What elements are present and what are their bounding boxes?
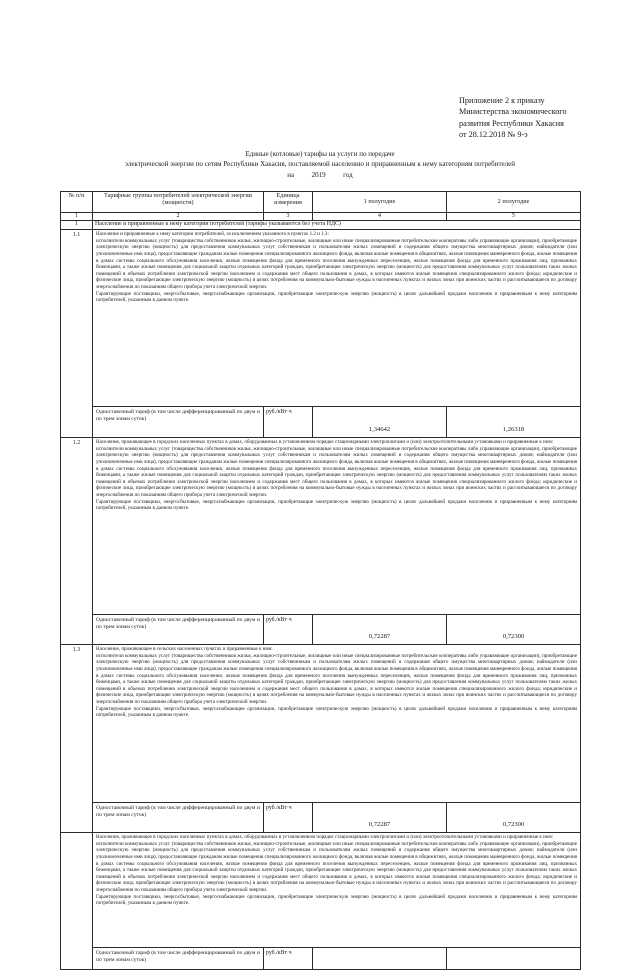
- section-number: 1: [61, 221, 93, 230]
- section-title: Население и приравненные к нему категории потребителей (тарифы указываются без учета НДС): [93, 221, 581, 230]
- row-description-text: Гарантирующие поставщики, энергосбытовые, энергоснабжающие организации, приобретающие электрическую энергию (мощность) в целях дальнейшей продажи населению и приравненным к нему категориям потребителей, указанным в данном пункте.: [96, 498, 577, 512]
- tariff-unit: руб./кВт·ч: [264, 407, 313, 438]
- section-row: [61, 221, 581, 230]
- table-row: [61, 615, 581, 645]
- tariff-value-half-1: [313, 948, 447, 970]
- tariff-value-half-1: 1,34642: [313, 407, 447, 438]
- document-title-line-3: на 2019 год: [287, 171, 353, 179]
- header-group: Тарифные группы потребителей электрической энергии (мощности): [93, 192, 264, 213]
- tariff-value-half-2: [447, 948, 581, 970]
- header-unit: Единица измерения: [264, 192, 313, 213]
- table-row: [61, 438, 581, 615]
- tariff-value-half-2: 0,72300: [447, 615, 581, 645]
- row-description-text: Гарантирующие поставщики, энергосбытовые, энергоснабжающие организации, приобретающие электрическую энергию (мощность) в целях дальнейшей продажи населению и приравненным к нему категориям потребителей, указанным в данном пункте.: [96, 893, 577, 907]
- column-number-row: [61, 213, 581, 221]
- tariff-value-half-2: 0,72300: [447, 803, 581, 833]
- header-half-1: 1 полугодие: [313, 192, 447, 213]
- document-title-line-2: электрической энергии по сетям Республики Хакасия, поставляемой населению и приравненным к нему категориям потребителей: [125, 160, 515, 168]
- column-number: 3: [264, 213, 313, 221]
- tariff-value-half-1: 0,72287: [313, 615, 447, 645]
- row-number: 1.3: [61, 645, 93, 833]
- row-description-text: Население, проживающее в городских населенных пунктах в домах, оборудованных в установленном порядке стационарными электроплитами и (или) электроотопительными установками и приравненные к ним:: [96, 834, 554, 840]
- row-description-text: исполнители коммунальных услуг (товарищества собственников жилья, жилищно-строительные, жилищные или иные специализированные потребительские кооперативы либо управляющие организации), приобретающие электрическую энергию (мощность) для предоставления коммунальных услуг собственникам и пользователям жилых помещений и содержания общего имущества многоквартирных домов; наймодатели (или уполномоченные ими лица), предоставляющие гражданам жилые помещения специализированного жилищного фонда, включая жилые помещения в общежитиях, жилые помещения маневренного фонда, жилые помещения в домах системы социального обслуживания населения, жилые помещения фонда для временного поселения вынужденных переселенцев, жилые помещения фонда для временного проживания лиц, признанных беженцами, а также жилые помещения для социальной защиты отдельных категорий граждан, приобретающие электрическую энергию (мощность) для предоставления коммунальных услуг пользователям таких жилых помещений в объемах потребления электрической энергии населением и содержания мест общего пользования в домах, в которых имеются жилые помещения специализированного жилого фонда; юридические и физические лица, приобретающие электрическую энергию (мощность) в целях потребления на коммунально-бытовые нужды в населенных пунктах и жилых зонах при воинских частях и рассчитывающиеся по договору энергоснабжения по показаниям общего прибора учета электрической энергии.: [96, 445, 577, 498]
- annex-line-1: Приложение 2 к приказу: [459, 96, 545, 105]
- tariff-value-half-2: 1,26318: [447, 407, 581, 438]
- table-row: [61, 833, 581, 948]
- table-row: [61, 407, 581, 438]
- document-title-line-1: Единые (котловые) тарифы на услуги по передаче: [245, 150, 395, 158]
- row-description-text: Гарантирующие поставщики, энергосбытовые, энергоснабжающие организации, приобретающие электрическую энергию (мощность) в целях дальнейшей продажи населению и приравненным к нему категориям потребителей, указанным в данном пункте.: [96, 705, 577, 719]
- row-number: 1.1: [61, 230, 93, 438]
- row-description-text: Гарантирующие поставщики, энергосбытовые, энергоснабжающие организации, приобретающие электрическую энергию (мощность) в целях дальнейшей продажи населению и приравненным к нему категориям потребителей, указанным в данном пункте.: [96, 290, 577, 304]
- tariff-value-half-1: 0,72287: [313, 803, 447, 833]
- table-row: [61, 230, 581, 407]
- row-description: [93, 833, 581, 948]
- row-description: [93, 438, 581, 615]
- tariff-table: [60, 191, 581, 970]
- tariff-name: Одноставочный тариф (в том числе дифференцированный по двум и по трем зонам суток): [93, 407, 264, 438]
- row-description-text: исполнители коммунальных услуг (товарищества собственников жилья, жилищно-строительные, жилищные или иные специализированные потребительские кооперативы либо управляющие организации), приобретающие электрическую энергию (мощность) для предоставления коммунальных услуг собственникам и пользователям жилых помещений и содержания общего имущества многоквартирных домов; наймодатели (или уполномоченные ими лица), предоставляющие гражданам жилые помещения специализированного жилищного фонда, включая жилые помещения в общежитиях, жилые помещения маневренного фонда, жилые помещения в домах системы социального обслуживания населения, жилые помещения фонда для временного поселения вынужденных переселенцев, жилые помещения фонда для временного проживания лиц, признанных беженцами, а также жилые помещения для социальной защиты отдельных категорий граждан, приобретающие электрическую энергию (мощность) для предоставления коммунальных услуг пользователям таких жилых помещений в объемах потребления электрической энергии населением и содержания мест общего пользования в домах, в которых имеются жилые помещения специализированного жилого фонда; юридические и физические лица, приобретающие электрическую энергию (мощность) в целях потребления на коммунально-бытовые нужды в населенных пунктах и жилых зонах при воинских частях и рассчитывающиеся по договору энергоснабжения по показаниям общего прибора учета электрической энергии.: [96, 652, 577, 705]
- annex-line-3: развития Республики Хакасия: [459, 118, 564, 128]
- column-number: 4: [313, 213, 447, 221]
- column-number: 5: [447, 213, 581, 221]
- row-description-text: Население, проживающее в городских населенных пунктах в домах, оборудованных в установленном порядке стационарными электроплитами и (или) электроотопительными установками и приравненные к ним:: [96, 439, 554, 445]
- tariff-name: Одноставочный тариф (в том числе дифференцированный по двум и по трем зонам суток): [93, 803, 264, 833]
- annex-line-2: Министерства экономического: [459, 107, 567, 117]
- table-row: [61, 645, 581, 803]
- tariff-unit: руб./кВт·ч: [264, 948, 313, 970]
- table-row: [61, 803, 581, 833]
- annex-line-4: от 28.12.2018 № 9-э: [459, 129, 528, 139]
- tariff-unit: руб./кВт·ч: [264, 615, 313, 645]
- tariff-name: Одноставочный тариф (в том числе дифференцированный по двум и по трем зонам суток): [93, 615, 264, 645]
- tariff-unit: руб./кВт·ч: [264, 803, 313, 833]
- table-header-row: [61, 192, 581, 213]
- header-half-2: 2 полугодие: [447, 192, 581, 213]
- row-description-text: исполнители коммунальных услуг (товарищества собственников жилья, жилищно-строительные, жилищные или иные специализированные потребительские кооперативы либо управляющие организации), приобретающие электрическую энергию (мощность) для предоставления коммунальных услуг собственникам и пользователям жилых помещений и содержания общего имущества многоквартирных домов; наймодатели (или уполномоченные ими лица), предоставляющие гражданам жилые помещения специализированного жилищного фонда, включая жилые помещения в общежитиях, жилые помещения маневренного фонда, жилые помещения в домах системы социального обслуживания населения, жилые помещения фонда для временного поселения вынужденных переселенцев, жилые помещения фонда для временного проживания лиц, признанных беженцами, а также жилые помещения для социальной защиты отдельных категорий граждан, приобретающие электрическую энергию (мощность) для предоставления коммунальных услуг пользователям таких жилых помещений в объемах потребления электрической энергии населением и содержания мест общего пользования в домах, в которых имеются жилые помещения специализированного жилого фонда; юридические и физические лица, приобретающие электрическую энергию (мощность) в целях потребления на коммунально-бытовые нужды в населенных пунктах и жилых зонах при воинских частях и рассчитывающиеся по договору энергоснабжения по показаниям общего прибора учета электрической энергии.: [96, 237, 577, 290]
- annex-header: [459, 95, 619, 140]
- header-num: № п/п: [61, 192, 93, 213]
- table-row: [61, 948, 581, 970]
- column-number: 1: [61, 213, 93, 221]
- row-number: [61, 833, 93, 970]
- row-number: 1.2: [61, 438, 93, 645]
- tariff-name: Одноставочный тариф (в том числе дифференцированный по двум и по трем зонам суток): [93, 948, 264, 970]
- row-description-text: исполнители коммунальных услуг (товарищества собственников жилья, жилищно-строительные, жилищные или иные специализированные потребительские кооперативы либо управляющие организации), приобретающие электрическую энергию (мощность) для предоставления коммунальных услуг собственникам и пользователям жилых помещений и содержания общего имущества многоквартирных домов; наймодатели (или уполномоченные ими лица), предоставляющие гражданам жилые помещения специализированного жилищного фонда, включая жилые помещения в общежитиях, жилые помещения маневренного фонда, жилые помещения в домах системы социального обслуживания населения, жилые помещения фонда для временного поселения вынужденных переселенцев, жилые помещения фонда для временного проживания лиц, признанных беженцами, а также жилые помещения для социальной защиты отдельных категорий граждан, приобретающие электрическую энергию (мощность) для предоставления коммунальных услуг пользователям таких жилых помещений в объемах потребления электрической энергии населением и содержания мест общего пользования в домах, в которых имеются жилые помещения специализированного жилого фонда; юридические и физические лица, приобретающие электрическую энергию (мощность) в целях потребления на коммунально-бытовые нужды в населенных пунктах и жилых зонах при воинских частях и рассчитывающиеся по договору энергоснабжения по показаниям общего прибора учета электрической энергии.: [96, 840, 577, 893]
- column-number: 2: [93, 213, 264, 221]
- row-description: [93, 230, 581, 407]
- row-description: [93, 645, 581, 803]
- row-description-text: Население и приравненные к нему категории потребителей, за исключением указанного в пунктах 1.2 и 1.3:: [96, 231, 329, 237]
- row-description-text: Население, проживающее в сельских населенных пунктах и приравненные к ним:: [96, 646, 273, 652]
